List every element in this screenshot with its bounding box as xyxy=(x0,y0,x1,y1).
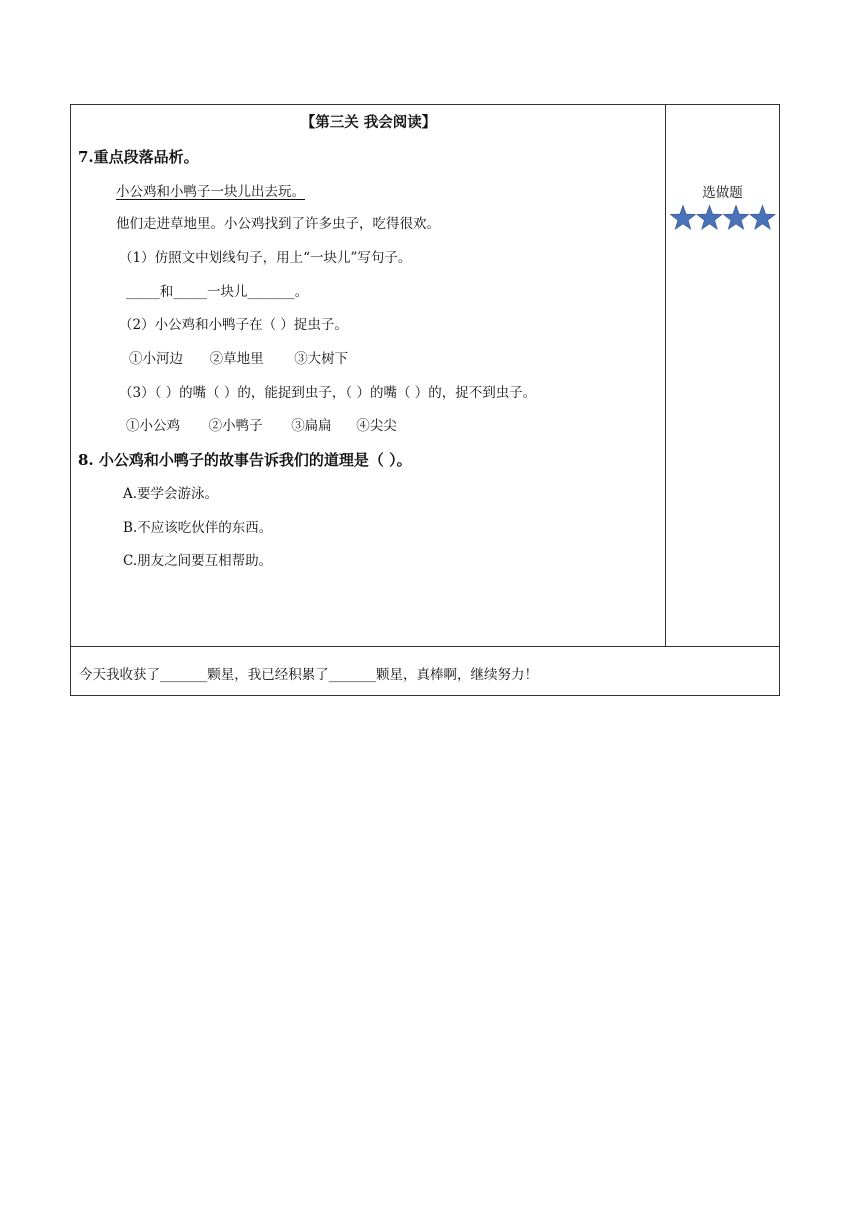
option: ③大树下 xyxy=(294,351,349,367)
q8-option-c: C.朋友之间要互相帮助。 xyxy=(123,553,273,569)
q7-sub1: （1）仿照文中划线句子，用上“一块儿”写句子。 xyxy=(119,250,412,266)
option: ②草地里 xyxy=(209,351,264,367)
q8-heading: 8. 小公鸡和小鸭子的故事告诉我们的道理是（ ）。 xyxy=(78,451,412,469)
question-cell xyxy=(71,105,666,646)
passage-line: 他们走进草地里。小公鸡找到了许多虫子，吃得很欢。 xyxy=(116,216,440,232)
q7-sub2-options xyxy=(129,350,348,368)
q7-sub3: （3）（ ）的嘴（ ）的，能捉到虫子，（ ）的嘴（ ）的，捉不到虫子。 xyxy=(119,385,537,401)
q7-sub1-blank: _____和_____一块儿_______。 xyxy=(126,284,309,300)
optional-cell xyxy=(666,105,779,646)
option: ④尖尖 xyxy=(356,418,397,434)
q8-option-a: A.要学会游泳。 xyxy=(123,486,219,502)
star-rating xyxy=(670,203,776,233)
q7-heading: 7.重点段落品析。 xyxy=(78,148,199,166)
star-icon xyxy=(750,206,775,230)
q8-option-b: B.不应该吃伙伴的东西。 xyxy=(123,520,273,536)
passage-underlined-line: 小公鸡和小鸭子一块儿出去玩。 xyxy=(116,184,305,200)
option: ②小鸭子 xyxy=(208,418,263,434)
footer-cell xyxy=(71,646,779,695)
worksheet-table xyxy=(70,104,780,696)
star-icon xyxy=(697,206,722,230)
option: ①小河边 xyxy=(129,351,183,367)
option: ③扁扁 xyxy=(291,418,332,434)
star-icon xyxy=(724,206,749,230)
q7-sub3-options xyxy=(126,417,397,435)
q7-sub2: （2）小公鸡和小鸭子在（ ）捉虫子。 xyxy=(119,317,348,333)
optional-label: 选做题 xyxy=(702,185,743,201)
section-title: 【第三关 我会阅读】 xyxy=(300,114,437,131)
footer-text: 今天我收获了_______颗星，我已经积累了_______颗星，真棒啊，继续努力！ xyxy=(79,667,538,683)
option: ①小公鸡 xyxy=(126,418,180,434)
star-icon xyxy=(671,206,696,230)
